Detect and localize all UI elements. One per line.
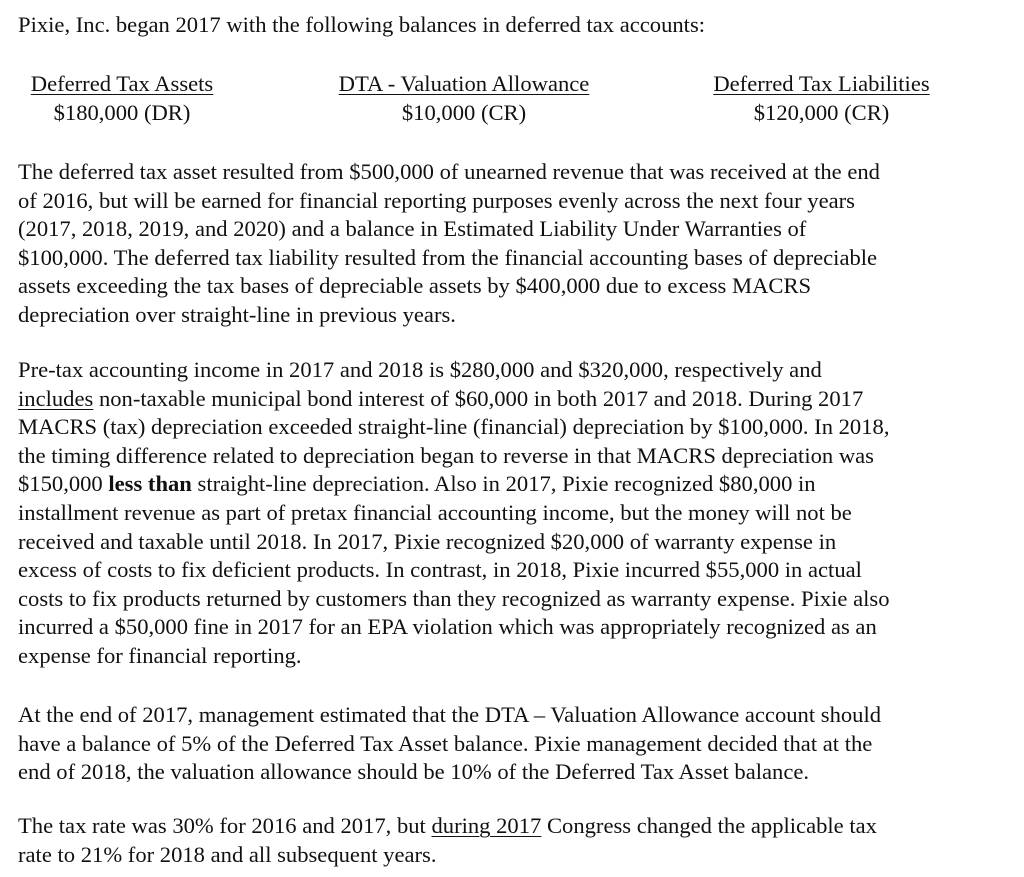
account-deferred-tax-liabilities bbox=[699, 70, 944, 127]
account-name: Deferred Tax Assets bbox=[30, 71, 214, 96]
text-line: of 2016, but will be earned for financial reporting purposes evenly across the next four years bbox=[18, 187, 855, 213]
text-segment: straight-line depreciation. Also in 2017, Pixie recognized $80,000 in bbox=[191, 471, 816, 497]
text-line: (2017, 2018, 2019, and 2020) and a balance in Estimated Liability Under Warranties of bbox=[18, 216, 807, 242]
text-line bbox=[18, 812, 996, 841]
text-line: incurred a $50,000 fine in 2017 for an EPA violation which was appropriately recognized as an bbox=[18, 614, 877, 640]
text-line: costs to fix products returned by customers than they recognized as warranty expense. Pixie also bbox=[18, 585, 890, 611]
text-line: excess of costs to fix deficient products. In contrast, in 2018, Pixie incurred $55,000 in actual bbox=[18, 557, 862, 583]
text-line: have a balance of 5% of the Deferred Tax Asset balance. Pixie management decided that at the bbox=[18, 730, 873, 756]
account-balances bbox=[18, 70, 1008, 130]
text-line bbox=[18, 470, 996, 499]
paragraph-tax-rate bbox=[18, 812, 996, 869]
text-line: depreciation over straight-line in previous years. bbox=[18, 301, 456, 327]
account-name: Deferred Tax Liabilities bbox=[713, 71, 930, 96]
text-line: end of 2018, the valuation allowance should be 10% of the Deferred Tax Asset balance. bbox=[18, 759, 810, 785]
text-line: rate to 21% for 2018 and all subsequent years. bbox=[18, 841, 437, 867]
text-line: installment revenue as part of pretax financial accounting income, but the money will not be bbox=[18, 499, 852, 525]
text-segment: Congress changed the applicable tax bbox=[541, 813, 877, 838]
text-line bbox=[18, 385, 996, 414]
account-balance: $10,000 (CR) bbox=[401, 99, 527, 125]
underlined-includes: includes bbox=[18, 385, 94, 411]
paragraph-valuation-allowance bbox=[18, 701, 996, 787]
intro-text: Pixie, Inc. began 2017 with the following balances in deferred tax accounts: bbox=[18, 12, 706, 37]
text-segment: $150,000 bbox=[18, 471, 109, 497]
text-line: Pre-tax accounting income in 2017 and 2018 is $280,000 and $320,000, respectively and bbox=[18, 357, 822, 382]
account-balance: $180,000 (DR) bbox=[53, 99, 191, 125]
text-line: expense for financial reporting. bbox=[18, 642, 302, 668]
underlined-during-2017: during 2017 bbox=[431, 813, 542, 838]
account-balance: $120,000 (CR) bbox=[753, 99, 890, 125]
paragraph-income-details bbox=[18, 356, 996, 671]
account-deferred-tax-assets bbox=[18, 70, 226, 127]
text-line: assets exceeding the tax bases of depreciable assets by $400,000 due to excess MACRS bbox=[18, 273, 812, 299]
bold-less-than: less than bbox=[108, 471, 192, 497]
text-line: the timing difference related to depreciation began to reverse in that MACRS depreciation was bbox=[18, 442, 874, 468]
text-line: received and taxable until 2018. In 2017, Pixie recognized $20,000 of warranty expense in bbox=[18, 528, 837, 554]
paragraph-deferred-origins bbox=[18, 158, 996, 330]
text-segment: non-taxable municipal bond interest of $60,000 in both 2017 and 2018. During 2017 bbox=[93, 385, 864, 411]
text-line: $100,000. The deferred tax liability resulted from the financial accounting bases of depreciable bbox=[18, 244, 878, 270]
account-valuation-allowance bbox=[319, 70, 609, 127]
text-segment: The tax rate was 30% for 2016 and 2017, but bbox=[18, 813, 432, 838]
account-name: DTA - Valuation Allowance bbox=[338, 71, 590, 96]
text-line: MACRS (tax) depreciation exceeded straight-line (financial) depreciation by $100,000. In 2018, bbox=[18, 414, 890, 440]
text-line: At the end of 2017, management estimated that the DTA – Valuation Allowance account should bbox=[18, 702, 882, 727]
text-line: The deferred tax asset resulted from $500,000 of unearned revenue that was received at the end bbox=[18, 159, 880, 184]
